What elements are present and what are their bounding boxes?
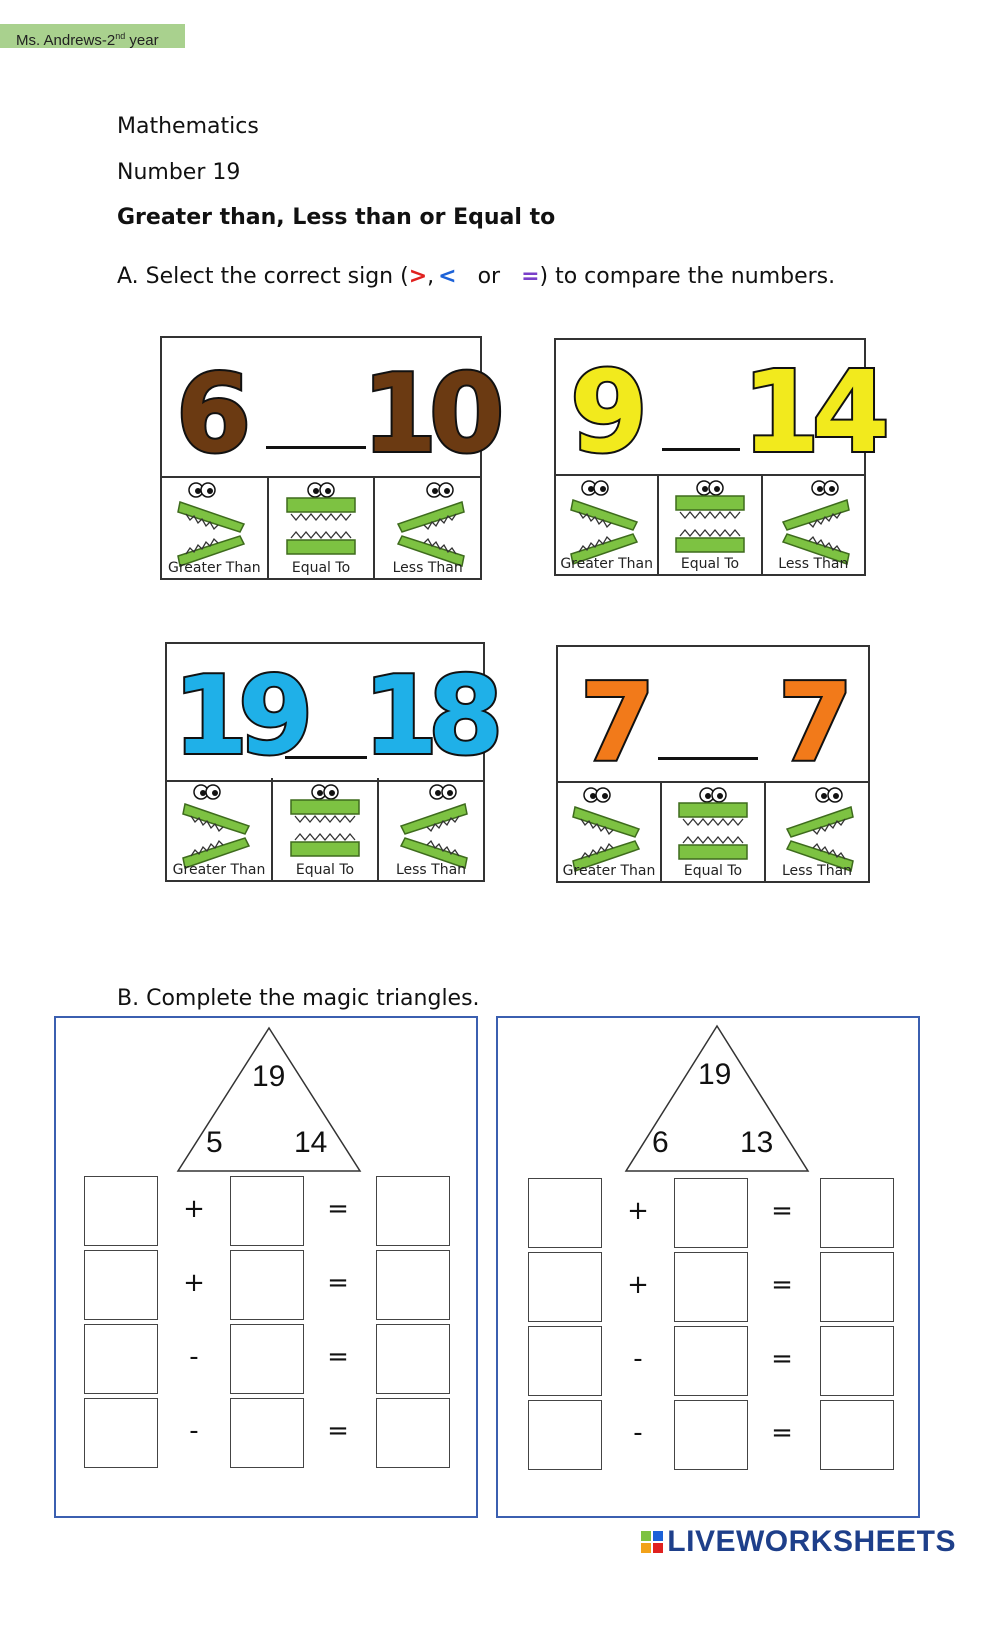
answer-box[interactable] xyxy=(376,1324,450,1394)
crocodile-greater-icon xyxy=(179,782,259,872)
operator: + xyxy=(183,1268,205,1298)
answer-blank[interactable] xyxy=(658,757,758,760)
crocodile-less-icon xyxy=(391,782,471,872)
option-equal-to[interactable]: Equal To xyxy=(269,476,376,578)
crocodile-less-icon xyxy=(773,478,853,568)
crocodile-equal-icon xyxy=(281,480,361,570)
operator: - xyxy=(633,1418,643,1448)
section-b-title: B. Complete the magic triangles. xyxy=(117,986,480,1011)
answer-box[interactable] xyxy=(528,1326,602,1396)
equals-sign: = xyxy=(771,1418,793,1448)
triangle-right-number: 14 xyxy=(294,1126,328,1159)
magic-triangle-box-1 xyxy=(54,1016,478,1518)
left-number: 9 xyxy=(570,348,648,478)
answer-box[interactable] xyxy=(230,1398,304,1468)
option-greater-than[interactable]: Greater Than xyxy=(558,781,662,881)
option-less-than[interactable]: Less Than xyxy=(763,474,864,574)
right-number: 10 xyxy=(362,352,497,477)
answer-box[interactable] xyxy=(674,1178,748,1248)
answer-box[interactable] xyxy=(528,1252,602,1322)
answer-box[interactable] xyxy=(84,1324,158,1394)
answer-box[interactable] xyxy=(84,1176,158,1246)
right-number: 14 xyxy=(742,348,882,478)
liveworksheets-icon xyxy=(641,1527,663,1549)
crocodile-equal-icon xyxy=(673,785,753,875)
triangle-left-number: 6 xyxy=(652,1126,669,1159)
option-greater-than[interactable]: Greater Than xyxy=(167,778,273,880)
answer-blank[interactable] xyxy=(266,446,366,449)
option-equal-to[interactable]: Equal To xyxy=(659,474,762,574)
answer-box[interactable] xyxy=(230,1324,304,1394)
liveworksheets-logo: LIVEWORKSHEETS xyxy=(641,1525,956,1559)
triangle-right-number: 13 xyxy=(740,1126,774,1159)
crocodile-less-icon xyxy=(388,480,468,570)
crocodile-greater-icon xyxy=(174,480,254,570)
option-equal-to[interactable]: Equal To xyxy=(662,781,766,881)
topic-heading: Greater than, Less than or Equal to xyxy=(117,205,556,230)
answer-box[interactable] xyxy=(230,1176,304,1246)
right-number: 7 xyxy=(778,661,854,786)
crocodile-less-icon xyxy=(777,785,857,875)
equals-sign: = xyxy=(327,1194,349,1224)
option-row xyxy=(162,476,480,578)
answer-box[interactable] xyxy=(230,1250,304,1320)
option-less-than[interactable]: Less Than xyxy=(375,476,480,578)
answer-box[interactable] xyxy=(820,1400,894,1470)
answer-blank[interactable] xyxy=(285,756,367,759)
triangle-icon xyxy=(174,1026,364,1174)
answer-box[interactable] xyxy=(820,1326,894,1396)
left-number: 7 xyxy=(580,661,656,786)
crocodile-equal-icon xyxy=(285,782,365,872)
less-sign: < xyxy=(438,264,457,289)
magic-triangle-box-2 xyxy=(496,1016,920,1518)
equals-sign: = xyxy=(327,1416,349,1446)
option-greater-than[interactable]: Greater Than xyxy=(556,474,659,574)
equals-sign: = xyxy=(327,1268,349,1298)
answer-box[interactable] xyxy=(820,1178,894,1248)
option-equal-to[interactable]: Equal To xyxy=(273,778,379,880)
compare-card-2 xyxy=(554,338,882,576)
crocodile-equal-icon xyxy=(670,478,750,568)
answer-box[interactable] xyxy=(376,1398,450,1468)
crocodile-greater-icon xyxy=(569,785,649,875)
equals-sign: = xyxy=(327,1342,349,1372)
number-panel xyxy=(162,338,497,478)
subject-heading: Mathematics xyxy=(117,114,259,139)
triangle-left-number: 5 xyxy=(206,1126,223,1159)
answer-box[interactable] xyxy=(84,1250,158,1320)
crocodile-greater-icon xyxy=(567,478,647,568)
answer-box[interactable] xyxy=(820,1252,894,1322)
compare-card-3 xyxy=(165,642,494,882)
equals-sign: = xyxy=(771,1196,793,1226)
option-less-than[interactable]: Less Than xyxy=(379,778,483,880)
answer-blank[interactable] xyxy=(662,448,740,451)
answer-box[interactable] xyxy=(84,1398,158,1468)
compare-card-4 xyxy=(556,645,870,883)
left-number: 6 xyxy=(176,352,252,477)
operator: + xyxy=(627,1270,649,1300)
option-less-than[interactable]: Less Than xyxy=(766,781,868,881)
option-row xyxy=(556,474,864,574)
operator: - xyxy=(189,1342,199,1372)
teacher-badge: Ms. Andrews-2nd year xyxy=(0,24,185,48)
number-panel xyxy=(167,644,494,782)
option-greater-than[interactable]: Greater Than xyxy=(162,476,269,578)
triangle-top-number: 19 xyxy=(252,1060,286,1093)
section-a-instruction: A. Select the correct sign (>, < or =) to compare the numbers. xyxy=(117,264,836,289)
number-panel xyxy=(558,647,868,786)
option-row xyxy=(558,781,868,881)
option-row xyxy=(167,778,483,880)
number-heading: Number 19 xyxy=(117,160,241,185)
answer-box[interactable] xyxy=(528,1400,602,1470)
compare-card-1 xyxy=(160,336,497,580)
operator: + xyxy=(627,1196,649,1226)
equal-sign: = xyxy=(521,264,540,289)
answer-box[interactable] xyxy=(674,1326,748,1396)
answer-box[interactable] xyxy=(674,1400,748,1470)
right-number: 18 xyxy=(363,654,494,779)
triangle-top-number: 19 xyxy=(698,1058,732,1091)
equals-sign: = xyxy=(771,1344,793,1374)
operator: + xyxy=(183,1194,205,1224)
number-panel xyxy=(556,340,882,478)
left-number: 19 xyxy=(173,654,304,779)
greater-sign: > xyxy=(408,264,428,289)
answer-box[interactable] xyxy=(528,1178,602,1248)
equals-sign: = xyxy=(771,1270,793,1300)
answer-box[interactable] xyxy=(674,1252,748,1322)
operator: - xyxy=(189,1416,199,1446)
answer-box[interactable] xyxy=(376,1250,450,1320)
operator: - xyxy=(633,1344,643,1374)
triangle-icon xyxy=(622,1024,812,1174)
answer-box[interactable] xyxy=(376,1176,450,1246)
